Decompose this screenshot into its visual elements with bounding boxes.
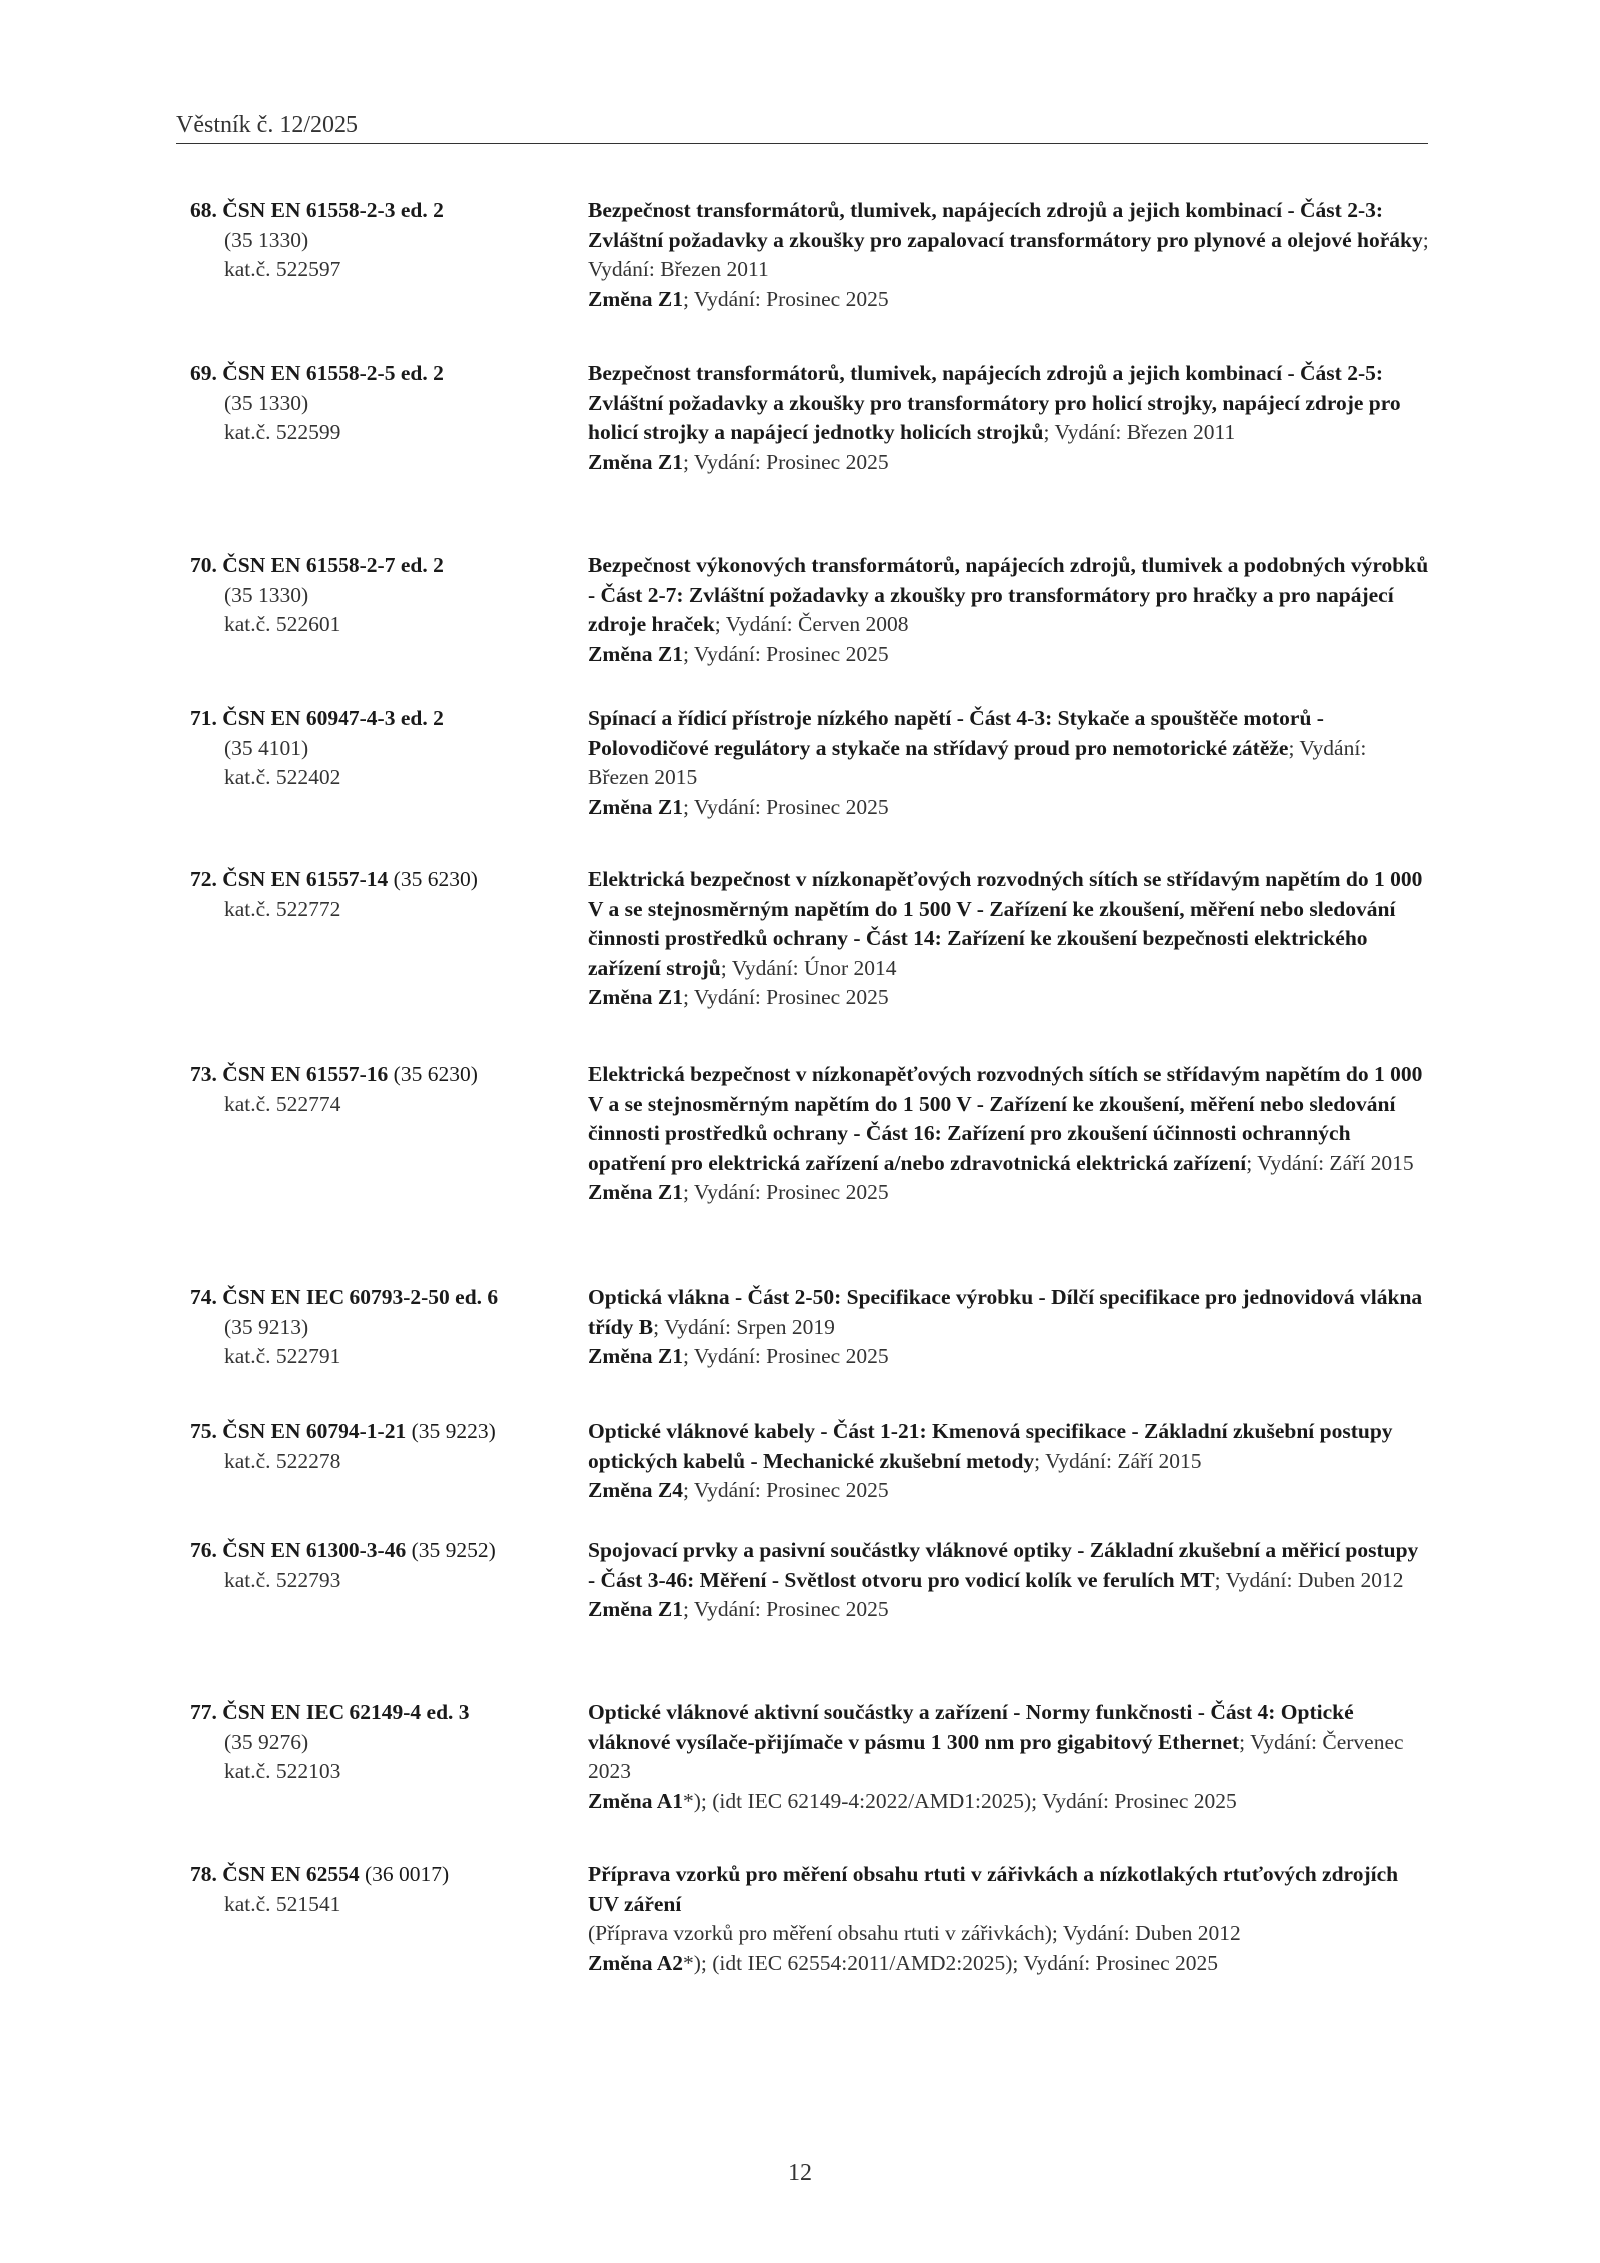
list-item <box>190 1860 1430 1990</box>
standard-description <box>588 1860 1430 1990</box>
standard-description <box>588 704 1430 865</box>
standard-description <box>588 359 1430 551</box>
change-label: Změna Z4 <box>588 1478 683 1502</box>
change-issue: ; Vydání: Prosinec 2025 <box>682 1344 889 1368</box>
standard-title: Spínací a řídicí přístroje nízkého napětí - Část 4-3: Stykače a spouštěče motorů - Polovodičové regulátory a stykače na střídavý proud pro nemotorické zátěže <box>588 706 1324 760</box>
issue-date: ; Vydání: Červen 2008 <box>714 612 909 636</box>
standard-description <box>588 1536 1430 1698</box>
change-issue: ; Vydání: Prosinec 2025 <box>682 1597 889 1621</box>
standard-description <box>588 1698 1430 1860</box>
issue-date: ; Vydání: Duben 2012 <box>1214 1567 1404 1592</box>
issue-date: ; Vydání: Únor 2014 <box>720 955 897 980</box>
list-item <box>190 359 1430 551</box>
issue-date: ; Vydání: Březen 2015 <box>588 735 1367 789</box>
standard-title: Bezpečnost transformátorů, tlumivek, napájecích zdrojů a jejich kombinací - Část 2-3: Zvláštní požadavky a zkoušky pro zapalovací transformátory pro plynové a olejové hořáky <box>588 198 1423 252</box>
change-label: Změna Z1 <box>588 985 683 1009</box>
standard-title: Spojovací prvky a pasivní součástky vláknové optiky - Základní zkušební a měřicí postupy - Část 3-46: Měření - Světlost otvoru pro vodicí kolík ve ferulích MT <box>588 1538 1419 1592</box>
standard-id: 78. ČSN EN 62554 (36 0017) kat.č. 521541 <box>190 1862 450 1916</box>
standard-id: 74. ČSN EN IEC 60793-2-50 ed. 6 (35 9213) kat.č. 522791 <box>190 1285 499 1368</box>
issue-date: ; Vydání: Červenec 2023 <box>588 1729 1404 1783</box>
standard-id: 73. ČSN EN 61557-16 (35 6230) kat.č. 522774 <box>190 1062 478 1116</box>
standard-id: 70. ČSN EN 61558-2-7 ed. 2 (35 1330) kat.č. 522601 <box>190 553 444 636</box>
standard-title: Optické vláknové aktivní součástky a zařízení - Normy funkčnosti - Část 4: Optické vláknové vysílače-přijímače v pásmu 1 300 nm pro gigabitový Ethernet <box>588 1700 1354 1754</box>
list-item <box>190 1283 1430 1417</box>
change-label: Změna Z1 <box>588 1597 683 1621</box>
standard-title: Příprava vzorků pro měření obsahu rtuti v zářivkách a nízkotlakých rtuťových zdrojích UV záření <box>588 1862 1399 1916</box>
change-issue: *); (idt IEC 62149-4:2022/AMD1:2025); Vydání: Prosinec 2025 <box>682 1788 1237 1813</box>
change-label: Změna A1 <box>588 1788 683 1813</box>
standard-description <box>588 1417 1430 1536</box>
issue-date: ; Vydání: Září 2015 <box>1246 1150 1414 1175</box>
standard-id: 72. ČSN EN 61557-14 (35 6230) kat.č. 522772 <box>190 867 478 921</box>
change-issue: ; Vydání: Prosinec 2025 <box>682 286 889 311</box>
journal-title: Věstník č. 12/2025 <box>176 112 358 138</box>
standard-id: 77. ČSN EN IEC 62149-4 ed. 3 (35 9276) kat.č. 522103 <box>190 1700 470 1783</box>
change-label: Změna A2 <box>588 1950 683 1975</box>
change-issue: ; Vydání: Prosinec 2025 <box>682 449 889 474</box>
issue-date: ; Vydání: Září 2015 <box>1034 1448 1202 1473</box>
standard-description <box>588 551 1430 704</box>
change-label: Změna Z1 <box>588 794 683 819</box>
change-label: Změna Z1 <box>588 286 683 311</box>
change-label: Změna Z1 <box>588 1344 683 1368</box>
standard-title: Optické vláknové kabely - Část 1-21: Kmenová specifikace - Základní zkušební postupy optických kabelů - Mechanické zkušební metody <box>588 1419 1393 1473</box>
issue-date: ; Vydání: Srpen 2019 <box>653 1314 835 1339</box>
list-item <box>190 196 1430 359</box>
change-issue: ; Vydání: Prosinec 2025 <box>682 641 889 666</box>
list-item <box>190 1698 1430 1860</box>
change-label: Změna Z1 <box>588 1180 683 1204</box>
standard-title: Bezpečnost výkonových transformátorů, napájecích zdrojů, tlumivek a podobných výrobků - Část 2-7: Zvláštní požadavky a zkoušky pro transformátory pro hračky a pro napájecí zdroje hraček <box>588 553 1429 636</box>
change-label: Změna Z1 <box>588 449 683 474</box>
standard-id: 75. ČSN EN 60794-1-21 (35 9223) kat.č. 522278 <box>190 1419 496 1473</box>
change-issue: ; Vydání: Prosinec 2025 <box>682 985 889 1009</box>
list-item <box>190 1536 1430 1698</box>
issue-date: (Příprava vzorků pro měření obsahu rtuti v zářivkách); Vydání: Duben 2012 <box>588 1921 1241 1945</box>
list-item <box>190 1417 1430 1536</box>
list-item <box>190 551 1430 704</box>
standard-id: 71. ČSN EN 60947-4-3 ed. 2 (35 4101) kat.č. 522402 <box>190 706 444 789</box>
standard-title: Optická vlákna - Část 2-50: Specifikace výrobku - Dílčí specifikace pro jednovidová vlákna třídy B <box>588 1285 1423 1339</box>
standard-id: 76. ČSN EN 61300-3-46 (35 9252) kat.č. 522793 <box>190 1538 496 1592</box>
issue-date: ; Vydání: Březen 2011 <box>588 227 1429 281</box>
standard-description <box>588 196 1430 359</box>
change-label: Změna Z1 <box>588 641 683 666</box>
standard-id: 69. ČSN EN 61558-2-5 ed. 2 (35 1330) kat.č. 522599 <box>190 361 444 444</box>
list-item <box>190 1060 1430 1283</box>
issue-date: ; Vydání: Březen 2011 <box>1043 420 1236 444</box>
page-number: 12 <box>788 2160 812 2186</box>
change-issue: ; Vydání: Prosinec 2025 <box>682 1180 889 1204</box>
change-issue: ; Vydání: Prosinec 2025 <box>682 794 889 819</box>
page-header <box>176 112 1428 144</box>
list-item <box>190 704 1430 865</box>
standard-description <box>588 1060 1430 1283</box>
standard-title: Elektrická bezpečnost v nízkonapěťových rozvodných sítích se střídavým napětím do 1 000 V a se stejnosměrným napětím do 1 500 V - Zařízení ke zkoušení, měření nebo sledování činnosti prostředků ochrany - Část 14: Zařízení ke zkoušení bezpečnosti elektrického zařízení strojů <box>588 867 1423 980</box>
change-issue: *); (idt IEC 62554:2011/AMD2:2025); Vydání: Prosinec 2025 <box>682 1950 1219 1975</box>
standard-id: 68. ČSN EN 61558-2-3 ed. 2 (35 1330) kat.č. 522597 <box>190 198 444 281</box>
standards-list <box>190 196 1430 1990</box>
list-item <box>190 865 1430 1060</box>
change-issue: ; Vydání: Prosinec 2025 <box>682 1478 889 1502</box>
standard-title: Bezpečnost transformátorů, tlumivek, napájecích zdrojů a jejich kombinací - Část 2-5: Zvláštní požadavky a zkoušky pro transformátory pro holicí strojky, napájecí zdroje pro holicí strojky a napájecí jednotky holicích strojků <box>588 361 1401 444</box>
standard-description <box>588 1283 1430 1417</box>
standard-title: Elektrická bezpečnost v nízkonapěťových rozvodných sítích se střídavým napětím do 1 000 V a se stejnosměrným napětím do 1 500 V - Zařízení ke zkoušení, měření nebo sledování činnosti prostředků ochrany - Část 16: Zařízení pro zkoušení účinnosti ochranných opatření pro elektrická zařízení a/nebo zdravotnická elektrická zařízení <box>588 1062 1423 1175</box>
standard-description <box>588 865 1430 1060</box>
